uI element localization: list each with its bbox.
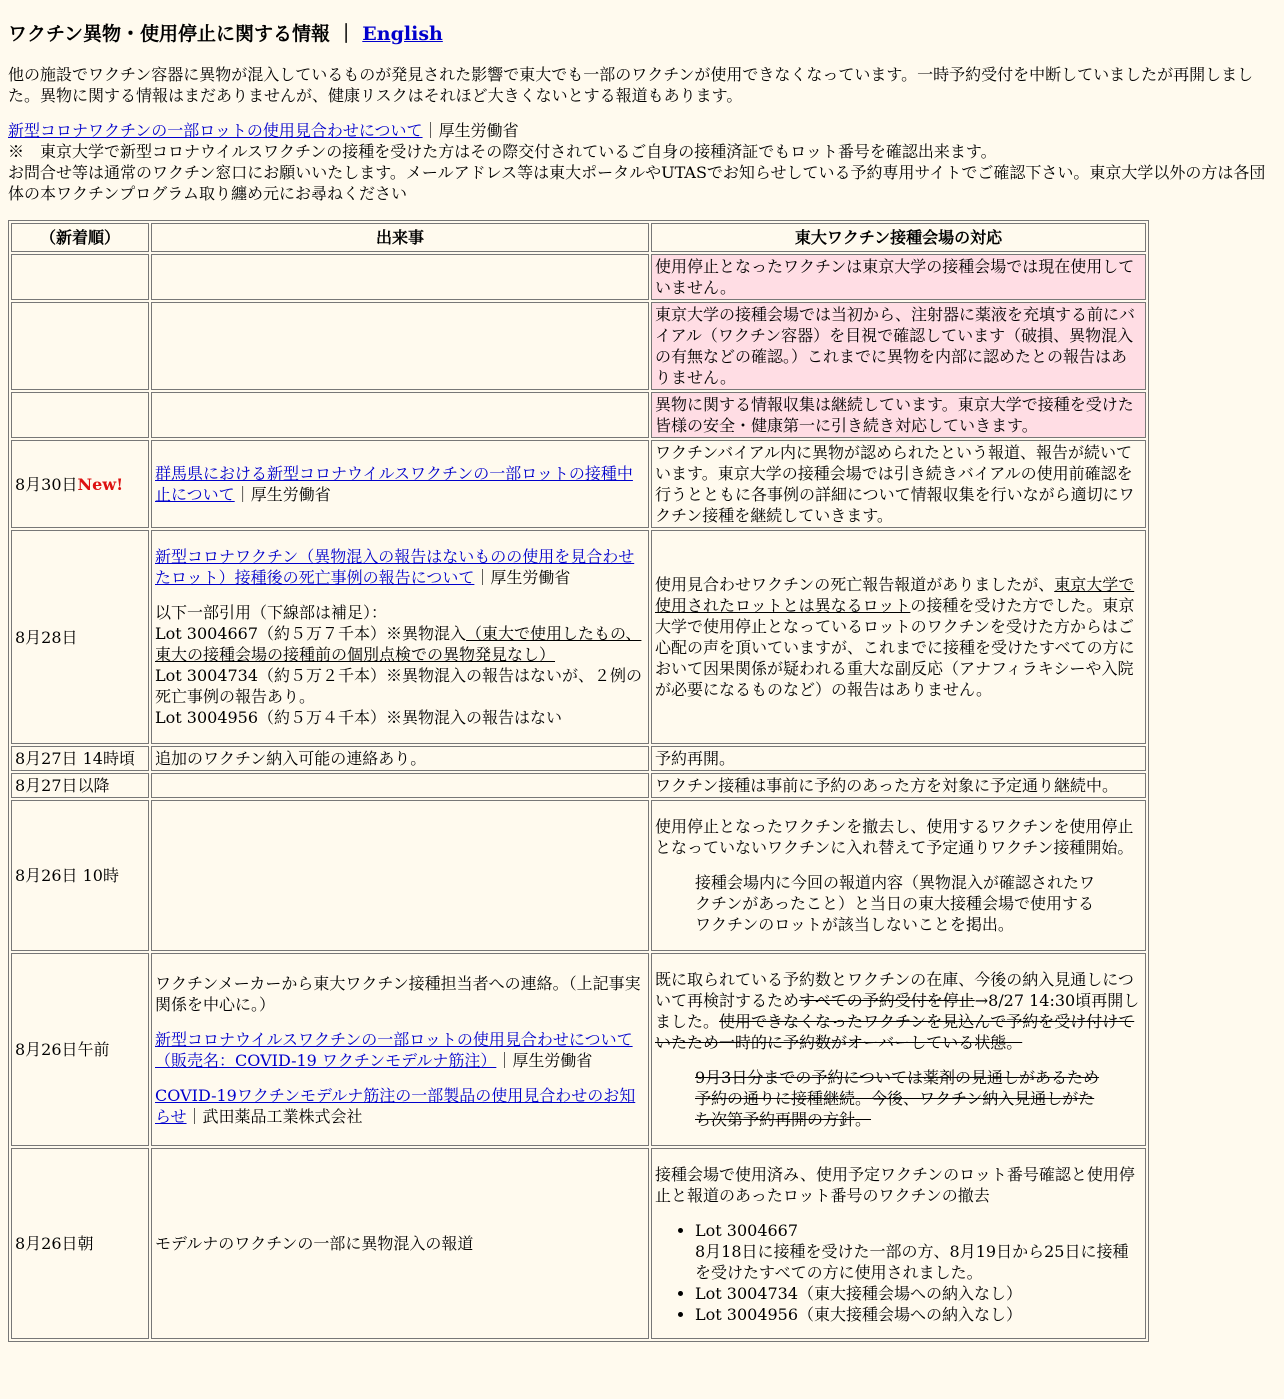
english-link[interactable]: English bbox=[362, 23, 443, 45]
response-cell bbox=[651, 1148, 1146, 1339]
event-cell bbox=[151, 530, 649, 744]
new-badge: New! bbox=[77, 474, 124, 494]
response-part: 既に取られている予約数とワクチンの在庫、今後の納入見通しについて再検討するため bbox=[655, 970, 1134, 1010]
date-cell bbox=[11, 302, 149, 390]
response-quote: 9月3日分までの予約については薬剤の見通しがあるため予約の通りに接種継続。今後、ワクチン納入見通しがたち次第予約再開の方針。 bbox=[695, 1068, 1100, 1129]
lot-number: Lot 3004667 bbox=[695, 1221, 799, 1240]
event-cell: モデルナのワクチンの一部に異物混入の報道 bbox=[151, 1148, 649, 1339]
lot-line: Lot 3004956（約５万４千本）※異物混入の報告はない bbox=[155, 708, 563, 727]
lot-line: Lot 3004734（約５万２千本）※異物混入の報告はないが、２例の死亡事例の報告あり。 bbox=[155, 666, 643, 706]
page-title-text: ワクチン異物・使用停止に関する情報 ｜ bbox=[8, 23, 356, 45]
date-cell bbox=[11, 254, 149, 300]
response-text bbox=[655, 969, 1142, 1053]
event-text: ワクチンメーカーから東大ワクチン接種担当者への連絡。（上記事実関係を中心に。） bbox=[155, 973, 641, 1014]
event-link-line bbox=[155, 1085, 645, 1127]
header-response: 東大ワクチン接種会場の対応 bbox=[651, 223, 1146, 252]
event-source: ｜厚生労働省 bbox=[496, 1050, 593, 1070]
mhlw-lot-link[interactable]: 新型コロナワクチンの一部ロットの使用見合わせについて bbox=[8, 121, 423, 140]
list-item bbox=[695, 1220, 1142, 1283]
event-cell bbox=[151, 773, 649, 798]
event-cell bbox=[151, 302, 649, 390]
date-cell: 8月26日朝 bbox=[11, 1148, 149, 1339]
table-row bbox=[11, 773, 1146, 798]
struck-text: 使用できなくなったワクチンを見込んで予約を受け付けていたため一時的に予約数がオーバーしている状態。 bbox=[655, 1012, 1135, 1052]
response-cell bbox=[651, 530, 1146, 744]
response-text: 接種会場で使用済み、使用予定ワクチンのロット番号確認と使用停止と報道のあったロット番号のワクチンの撤去 bbox=[655, 1165, 1135, 1205]
event-cell bbox=[151, 953, 649, 1146]
event-link-line bbox=[155, 1029, 645, 1071]
event-cell bbox=[151, 800, 649, 951]
mhlw-source: ｜厚生労働省 bbox=[422, 121, 519, 140]
table-row bbox=[11, 953, 1146, 1146]
table-row bbox=[11, 392, 1146, 438]
event-link-line bbox=[155, 546, 645, 588]
header-event: 出来事 bbox=[151, 223, 649, 252]
event-cell bbox=[151, 254, 649, 300]
table-row bbox=[11, 302, 1146, 390]
date-cell bbox=[11, 392, 149, 438]
date-cell: 8月26日 10時 bbox=[11, 800, 149, 951]
events-table bbox=[8, 220, 1149, 1342]
table-row bbox=[11, 800, 1146, 951]
date-cell bbox=[11, 440, 149, 528]
response-quote: 接種会場内に今回の報道内容（異物混入が確認されたワクチンがあったこと）と当日の東大接種会場で使用するワクチンのロットが該当しないことを掲出。 bbox=[695, 873, 1096, 934]
notes bbox=[8, 120, 1276, 204]
date-cell: 8月27日 14時頃 bbox=[11, 746, 149, 771]
mhlw-link-line bbox=[8, 120, 1276, 141]
intro-text: 他の施設でワクチン容器に異物が混入しているものが発見された影響で東大でも一部のワクチンが使用できなくなっています。一時予約受付を中断していましたが再開しました。異物に関する情報はまだありませんが、健康リスクはそれほど大きくないとする報道もあります。 bbox=[8, 65, 1254, 105]
list-item: • Lot 3004956（東大接種会場への納入なし） bbox=[695, 1304, 1142, 1325]
lot-list bbox=[655, 1220, 1142, 1325]
table-row bbox=[11, 1148, 1146, 1339]
table-row bbox=[11, 440, 1146, 528]
note-contact: お問合せ等は通常のワクチン窓口にお願いいたします。メールアドレス等は東大ポータルやUTASでお知らせしている予約専用サイトでご確認下さい。東京大学以外の方は各団体の本ワクチンプログラム取り纏め元にお尋ねください bbox=[8, 163, 1266, 203]
header-date: （新着順） bbox=[11, 223, 149, 252]
response-cell bbox=[651, 953, 1146, 1146]
response-cell: ワクチンバイアル内に異物が認められたという報道、報告が続いています。東京大学の接種会場では引き続きバイアルの使用前確認を行うとともに各事例の詳細について情報収集を行いながら適切にワクチン接種を継続していきます。 bbox=[651, 440, 1146, 528]
response-cell: ワクチン接種は事前に予約のあった方を対象に予定通り継続中。 bbox=[651, 773, 1146, 798]
event-cell: 追加のワクチン納入可能の連絡あり。 bbox=[151, 746, 649, 771]
lot-supplement: （東大で使用したもの、東大の接種会場の接種前の個別点検での異物発見なし） bbox=[155, 624, 642, 664]
response-cell: 東京大学の接種会場では当初から、注射器に薬液を充填する前にバイアル（ワクチン容器）を目視で確認しています（破損、異物混入の有無などの確認。）これまでに異物を内部に認めたとの報告はありません。 bbox=[651, 302, 1146, 390]
lot-line: Lot 3004667（約５万７千本）※異物混入 bbox=[155, 624, 467, 643]
table-row bbox=[11, 746, 1146, 771]
event-cell bbox=[151, 392, 649, 438]
response-part: →8/27 14:30頃再開しました。 bbox=[655, 991, 1140, 1031]
response-cell: 使用停止となったワクチンは東京大学の接種会場では現在使用していません。 bbox=[651, 254, 1146, 300]
response-cell bbox=[651, 800, 1146, 951]
lot-detail: 8月18日に接種を受けた一部の方、8月19日から25日に接種を受けたすべての方に使用されました。 bbox=[695, 1242, 1129, 1282]
response-underlined: 東京大学で使用されたロットとは異なるロット bbox=[655, 575, 1135, 615]
list-item: • Lot 3004734（東大接種会場への納入なし） bbox=[695, 1283, 1142, 1304]
table-row bbox=[11, 530, 1146, 744]
response-cell: 異物に関する情報収集は継続しています。東京大学で接種を受けた皆様の安全・健康第一に引き続き対応していきます。 bbox=[651, 392, 1146, 438]
takeda-notice-link[interactable]: COVID-19ワクチンモデルナ筋注の一部製品の使用見合わせのお知らせ bbox=[155, 1085, 636, 1126]
date-cell: 8月27日以降 bbox=[11, 773, 149, 798]
death-report-link[interactable]: 新型コロナワクチン（異物混入の報告はないものの使用を見合わせたロット）接種後の死亡事例の報告について bbox=[155, 547, 635, 587]
response-text: 使用見合わせワクチンの死亡報告報道がありましたが、 bbox=[655, 575, 1055, 594]
date-text: 8月30日 bbox=[15, 474, 78, 494]
response-text: の接種を受けた方でした。東京大学で使用停止となっているロットのワクチンを受けた方からはご心配の声を頂いていますが、これまでに接種を受けたすべての方において因果関係が疑われる重大な副反応（アナフィラキシーや入院が必要になるものなど）の報告はありません。 bbox=[655, 596, 1135, 699]
quote-block bbox=[155, 602, 645, 728]
event-source: ｜厚生労働省 bbox=[234, 485, 331, 504]
date-cell: 8月28日 bbox=[11, 530, 149, 744]
event-cell bbox=[151, 440, 649, 528]
table-row bbox=[11, 254, 1146, 300]
gunma-suspension-link[interactable]: 群馬県における新型コロナウイルスワクチンの一部ロットの接種中止について bbox=[155, 464, 633, 504]
note-lot-number: ※ 東京大学で新型コロナウイルスワクチンの接種を受けた方はその際交付されているご自身の接種済証でもロット番号を確認出来ます。 bbox=[8, 142, 997, 161]
table-header-row bbox=[11, 223, 1146, 252]
response-cell: 予約再開。 bbox=[651, 746, 1146, 771]
response-text: 使用停止となったワクチンを撤去し、使用するワクチンを使用停止となっていないワクチンに入れ替えて予定通りワクチン接種開始。 bbox=[655, 817, 1134, 857]
page-title bbox=[8, 20, 1276, 48]
struck-text: すべての予約受付を停止 bbox=[799, 991, 975, 1010]
event-source: ｜厚生労働省 bbox=[474, 568, 571, 587]
date-cell: 8月26日午前 bbox=[11, 953, 149, 1146]
moderna-suspension-link[interactable]: 新型コロナウイルスワクチンの一部ロットの使用見合わせについて（販売名：COVID-19 ワクチンモデルナ筋注） bbox=[155, 1029, 633, 1070]
event-source: ｜武田薬品工業株式会社 bbox=[186, 1106, 363, 1126]
quote-intro: 以下一部引用（下線部は補足）： bbox=[155, 603, 388, 622]
